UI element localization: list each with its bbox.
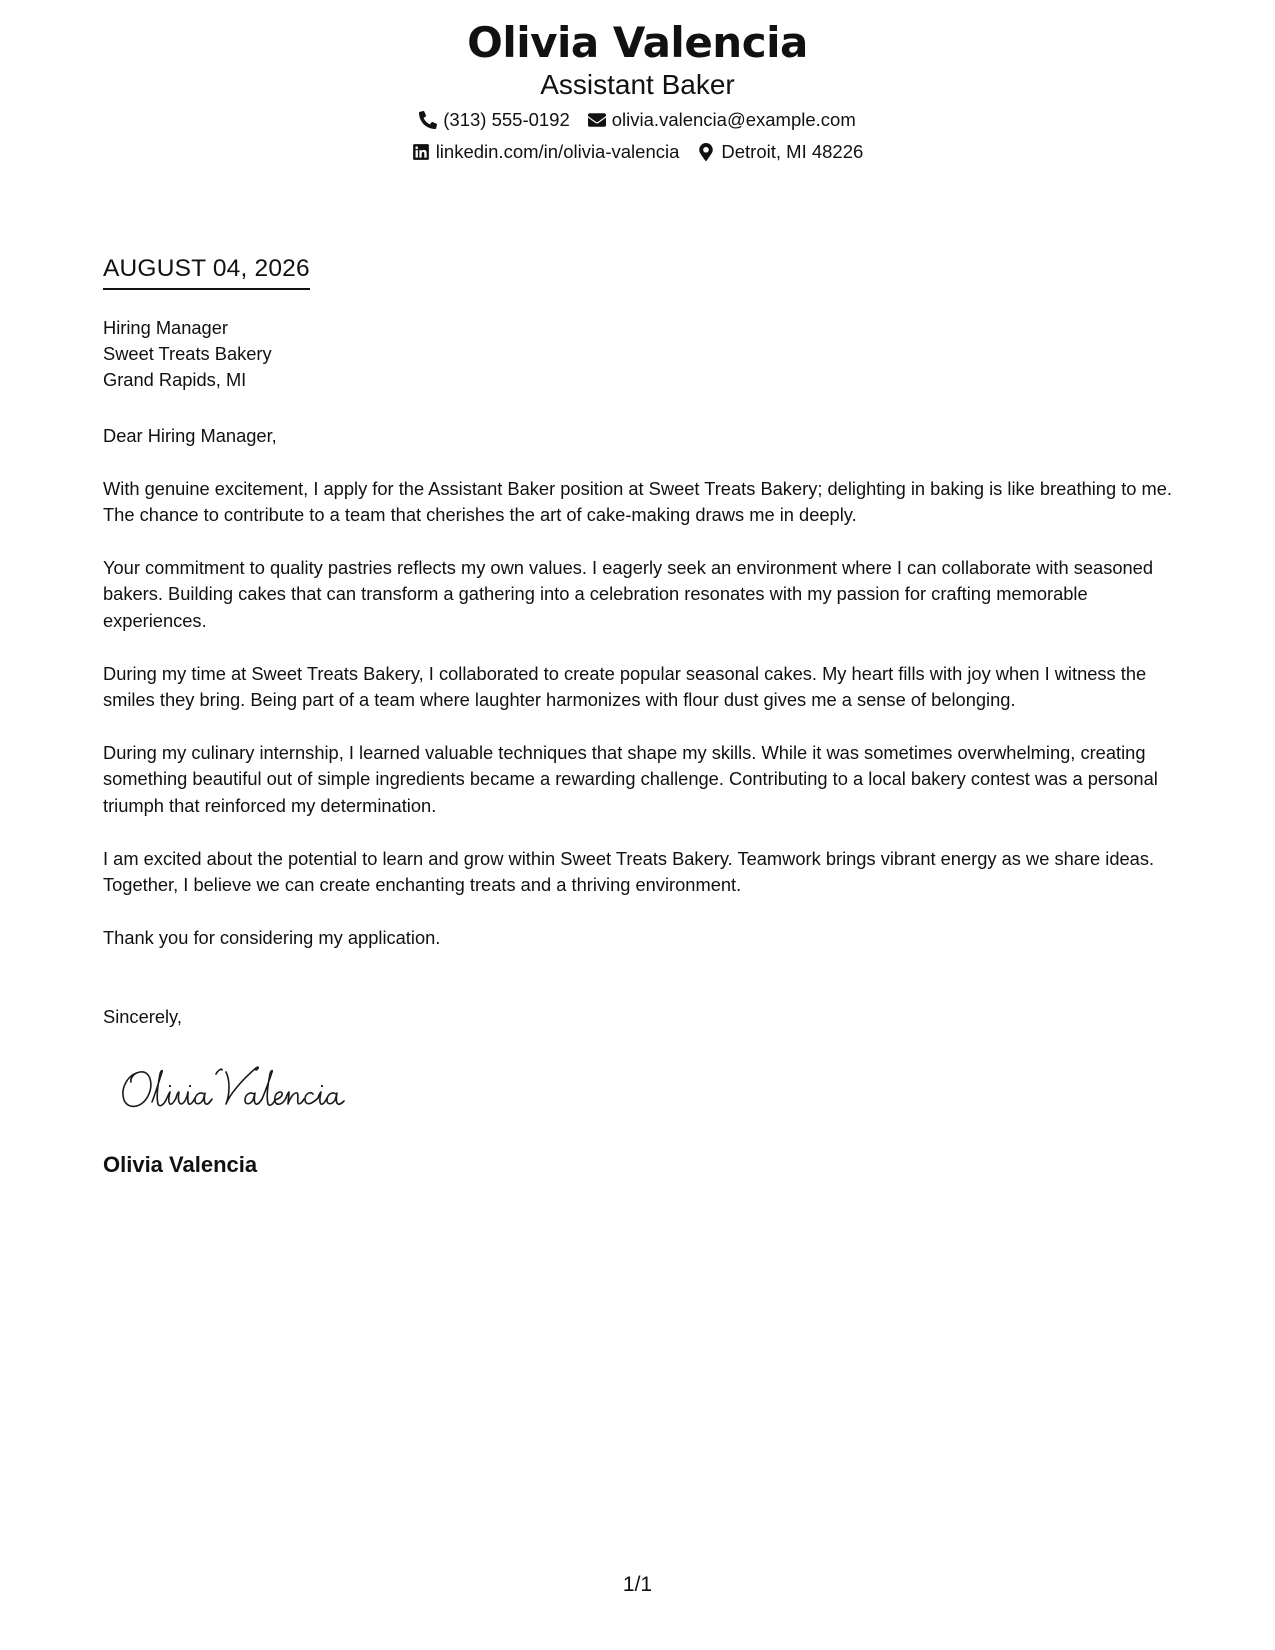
email-text: olivia.valencia@example.com: [611, 109, 856, 130]
recipient-block: [103, 315, 272, 393]
contact-row-2: [0, 136, 1275, 168]
paragraph: I am excited about the potential to learn and grow within Sweet Treats Bakery. Teamwork brings vibrant energy as we share ideas. Together, I believe we can create enchanting treats and a thriving environment.: [103, 848, 1155, 896]
location-text: Detroit, MI 48226: [721, 141, 864, 162]
linkedin-icon: [412, 143, 430, 161]
paragraph: Thank you for considering my application.: [103, 927, 441, 948]
linkedin-contact[interactable]: [412, 140, 680, 164]
handwritten-signature: [118, 1062, 348, 1121]
applicant-name: Olivia Valencia: [467, 18, 808, 67]
paragraph: During my culinary internship, I learned valuable techniques that shape my skills. While it was sometimes overwhelming, creating something beautiful out of simple ingredients became a rewarding challenge. Contributing to a local bakery contest was a personal triumph that reinforced my determination.: [103, 742, 1158, 816]
job-title: Assistant Baker: [540, 69, 735, 100]
paragraph: During my time at Sweet Treats Bakery, I collaborated to create popular seasonal cakes. My heart fills with joy when I witness the smiles they bring. Being part of a team where laughter harmonizes with flour dust gives me a sense of belonging.: [103, 663, 1147, 711]
paragraph: Your commitment to quality pastries reflects my own values. I eagerly seek an environment where I can collaborate with seasoned bakers. Building cakes that can transform a gathering into a celebration resonates with my passion for crafting memorable experiences.: [103, 557, 1154, 631]
recipient-company: Sweet Treats Bakery: [103, 343, 272, 364]
linkedin-text: linkedin.com/in/olivia-valencia: [435, 141, 680, 162]
phone-text: (313) 555-0192: [443, 109, 570, 130]
recipient-name: Hiring Manager: [103, 317, 228, 338]
contact-row-1: [0, 104, 1275, 136]
map-marker-icon: [697, 143, 715, 161]
letter-date: AUGUST 04, 2026: [103, 254, 310, 290]
phone-contact: [419, 108, 570, 132]
location-contact: [697, 140, 863, 164]
salutation: Dear Hiring Manager,: [103, 425, 277, 446]
paragraph: With genuine excitement, I apply for the Assistant Baker position at Sweet Treats Bakery; delighting in baking is like breathing to me. The chance to contribute to a team that cherishes the art of cake-making draws me in deeply.: [103, 478, 1173, 526]
page-number: 1/1: [622, 1573, 653, 1596]
recipient-location: Grand Rapids, MI: [103, 369, 247, 390]
letter-header: [0, 18, 1275, 168]
closing: Sincerely,: [103, 1006, 182, 1027]
envelope-icon: [588, 111, 606, 129]
phone-icon: [419, 111, 437, 129]
signer-name: Olivia Valencia: [103, 1152, 258, 1177]
email-contact[interactable]: [588, 108, 856, 132]
